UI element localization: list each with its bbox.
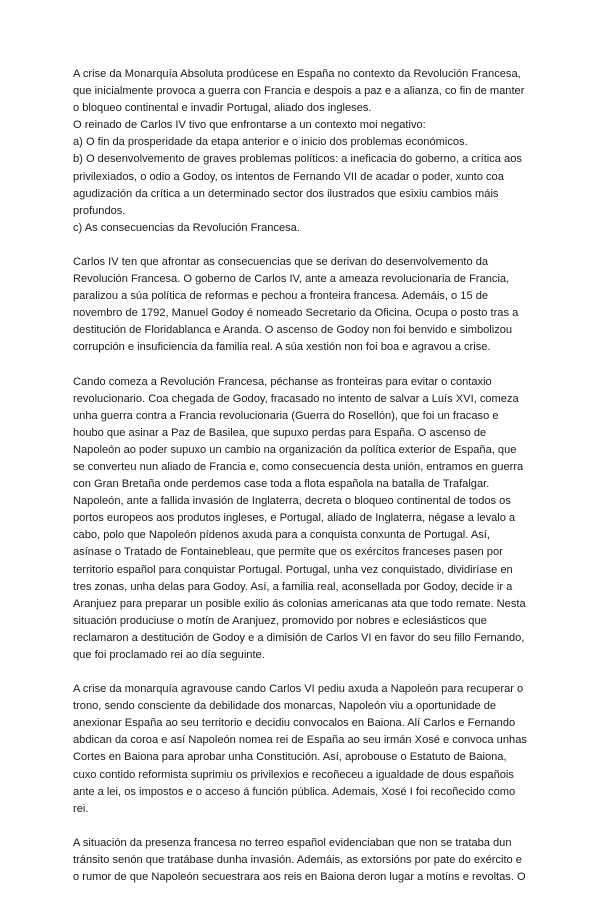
text-line: con Gran Bretaña onde perdemos case toda a flota española na batalla de Trafalgar. [73,478,490,491]
text-line: Cortes en Baiona para aprobar unha Constitución. Así, aprobouse o Estatuto de Baiona, [73,751,507,764]
text-line: a) O fin da prosperidade da etapa anterior e o inicio dos problemas económicos. [73,136,468,149]
text-line: que inicialmente provoca a guerra con Francia e despois a paz e a alianza, co fin de manter [73,85,525,98]
text-line: c) As consecuencias da Revolución Francesa. [73,221,300,234]
text-line: cabo, polo que Napoleón pídenos axuda para a conquista conxunta de Portugal. Así, [73,529,490,542]
text-line: asínase o Tratado de Fontainebleau, que permite que os exércitos franceses pasen por [73,546,503,559]
text-line: o rumor de que Napoleón secuestrara aos reis en Baiona deron lugar a motíns e revoltas. O [73,871,526,884]
text-line: A situación da presenza francesa no terreo español evidenciaban que non se trataba dun [73,836,512,849]
text-line: houbo que asinar a Paz de Basilea, que supuxo perdas para España. O ascenso de [73,426,487,439]
text-line: o bloqueo continental e invadir Portugal, aliado dos ingleses. [73,102,372,115]
text-line: que foi proclamado rei ao día seguinte. [73,649,265,661]
text-line: anexionar España ao seu territorio e decidiu convocalos en Baiona. Alí Carlos e Fernando [73,717,516,730]
text-line: Revolución Francesa. O goberno de Carlos IV, ante a ameaza revolucionaria de Francia, [73,273,510,286]
text-line: trono, sendo consciente da debilidade dos monarcas, Napoleón viu a oportunidade de [73,700,497,713]
paragraph-crisis-intro [73,66,528,237]
text-line: b) O desenvolvemento de graves problemas políticos: a ineficacia do goberno, a crítica aos [73,153,522,166]
text-line: se converteu nun aliado de Francia e, como consecuencia desta unión, entramos en guerra [73,460,524,473]
text-line: privilexiados, o odio a Godoy, os intentos de Fernando VII de acadar o poder, xunto coa [73,170,504,183]
text-line: situación produciuse o motín de Aranjuez, promovido por nobres e eclesiásticos que [73,614,487,627]
text-line: unha guerra contra a Francia revolucionaria (Guerra do Rosellón), que foi un fracaso e [73,409,499,422]
text-line: Cando comeza a Revolución Francesa, péchanse as fronteiras para evitar o contaxio [73,375,492,388]
text-line: cuxo contido reformista suprimiu os privilexios e recoñeceu a igualdade de dous españois [73,768,514,781]
text-line: profundos. [73,204,126,217]
text-line: Napoleón, ante a fallida invasión de Inglaterra, decreta o bloqueo continental de todos os [73,495,511,508]
text-line: Carlos IV ten que afrontar as consecuencias que se derivan do desenvolvemento da [73,255,489,268]
text-line: corrupción e insuficiencia da familia real. A súa xestión non foi boa e agravou a crise. [73,341,491,354]
text-line: Napoleón ao poder supuxo un cambio na organización da política exterior de España, que [73,443,517,456]
text-line: O reinado de Carlos IV tivo que enfrontarse a un contexto moi negativo: [73,119,426,132]
text-line: destitución de Floridablanca e Aranda. O ascenso de Godoy non foi benvido e simbolizou [73,324,513,337]
text-line: tres zonas, unha delas para Godoy. Así, a familia real, aconsellada por Godoy, decide ir a [73,580,513,593]
paragraph-revolution-wars [73,374,528,665]
text-line: Aranjuez para preparar un posible exilio ás colonias americanas ata que todo remate. Nesta [73,597,526,610]
text-line: A crise da Monarquía Absoluta prodúcese en España no contexto da Revolución Francesa, [73,68,521,80]
document-page [73,66,528,903]
text-line: novembro de 1792, Manuel Godoy é nomeado Secretario da Oficina. Ocupa o posto tras a [73,307,519,320]
paragraph-carlos-iv [73,254,528,357]
text-line: ante a lei, os impostos e o acceso á función pública. Ademais, Xosé I foi recoñecido como [73,785,516,798]
paragraph-bayonne [73,681,528,818]
text-line: portos europeos aos produtos ingleses, e Portugal, aliado de Inglaterra, négase a levalo a [73,512,516,525]
text-line: rei. [73,802,89,815]
text-line: abdican da coroa e así Napoleón nomea rei de España ao seu irmán Xosé e convoca unhas [73,734,527,747]
text-line: agudización da crítica a un determinado sector dos ilustrados que esixiu cambios máis [73,187,499,200]
text-line: territorio español para conquistar Portugal. Portugal, unha vez conquistado, dividiríase en [73,563,513,576]
paragraph-french-presence [73,835,528,886]
text-line: reclamaron a destitución de Godoy e a dimisión de Carlos VI en favor do seu fillo Fernando, [73,631,525,644]
text-line: revolucionario. Coa chegada de Godoy, fracasado no intento de salvar a Luís XVI, comeza [73,392,519,405]
text-line: tránsito senón que tratábase dunha invasión. Ademáis, as extorsións por pate do exército e [73,853,522,866]
text-line: paralizou a súa política de reformas e pechou a fronteira francesa. Ademáis, o 15 de [73,290,489,303]
text-line: A crise da monarquía agravouse cando Carlos VI pediu axuda a Napoleón para recuperar o [73,683,524,696]
